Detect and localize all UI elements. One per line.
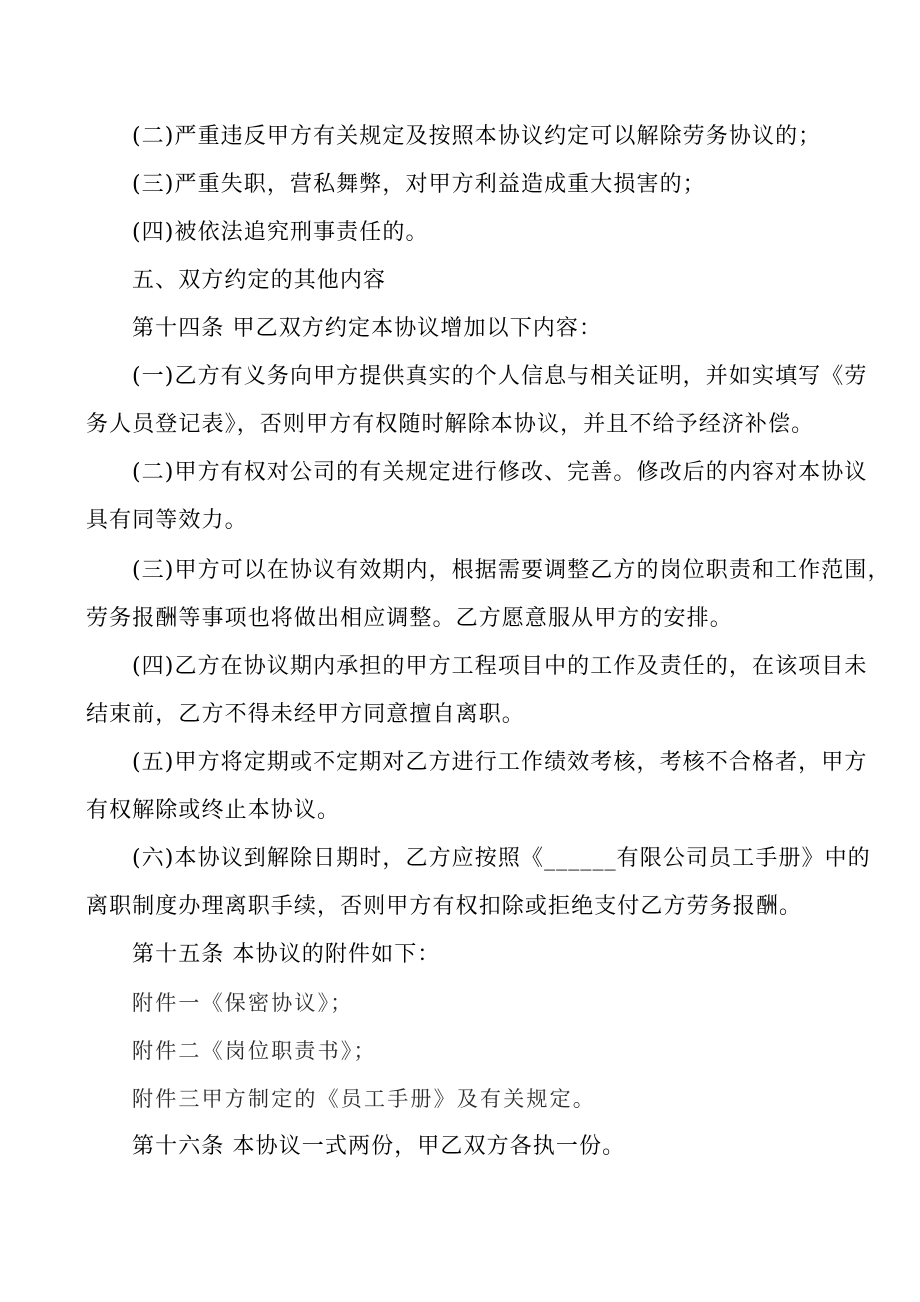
article-14-item-4-line-1: (四)乙方在协议期内承担的甲方工程项目中的工作及责任的，在该项目未 xyxy=(132,654,868,679)
article-14-item-5-line-1: (五)甲方将定期或不定期对乙方进行工作绩效考核，考核不合格者，甲方 xyxy=(132,750,868,775)
article-14-item-2-line-1: (二)甲方有权对公司的有关规定进行修改、完善。修改后的内容对本协议 xyxy=(132,460,868,485)
appendix-2: 附件二《岗位职责书》； xyxy=(132,1039,377,1063)
article-14-heading: 第十四条 甲乙双方约定本协议增加以下内容： xyxy=(132,316,603,341)
article-15-heading: 第十五条 本协议的附件如下： xyxy=(132,942,441,967)
clause-item-3-dereliction: (三)严重失职，营私舞弊，对甲方利益造成重大损害的； xyxy=(132,172,706,197)
article-16-heading: 第十六条 本协议一式两份，甲乙双方各执一份。 xyxy=(132,1134,626,1159)
section-5-heading: 五、双方约定的其他内容 xyxy=(132,268,387,293)
article-14-item-1-line-2: 务人员登记表》，否则甲方有权随时解除本协议，并且不给予经济补偿。 xyxy=(86,412,815,437)
appendix-1: 附件一《保密协议》； xyxy=(132,991,354,1015)
article-14-item-5-line-2: 有权解除或终止本协议。 xyxy=(86,798,341,823)
article-14-item-3-line-1: (三)甲方可以在协议有效期内，根据需要调整乙方的岗位职责和工作范围， xyxy=(132,558,891,583)
article-14-item-6-line-2: 离职制度办理离职手续，否则甲方有权扣除或拒绝支付乙方劳务报酬。 xyxy=(86,894,803,919)
article-14-item-1-line-1: (一)乙方有义务向甲方提供真实的个人信息与相关证明，并如实填写《劳 xyxy=(132,364,868,389)
article-14-item-3-line-2: 劳务报酬等事项也将做出相应调整。乙方愿意服从甲方的安排。 xyxy=(86,606,733,631)
appendix-3: 附件三甲方制定的《员工手册》及有关规定。 xyxy=(132,1087,596,1111)
article-14-item-6-line-1: (六)本协议到解除日期时，乙方应按照《______有限公司员工手册》中的 xyxy=(132,846,871,871)
clause-item-2-serious-violation: (二)严重违反甲方有关规定及按照本协议约定可以解除劳务协议的； xyxy=(132,124,822,149)
clause-item-4-criminal-liability: (四)被依法追究刑事责任的。 xyxy=(132,220,429,245)
article-14-item-4-line-2: 结束前，乙方不得未经甲方同意擅自离职。 xyxy=(86,702,525,727)
article-14-item-2-line-2: 具有同等效力。 xyxy=(86,508,248,533)
